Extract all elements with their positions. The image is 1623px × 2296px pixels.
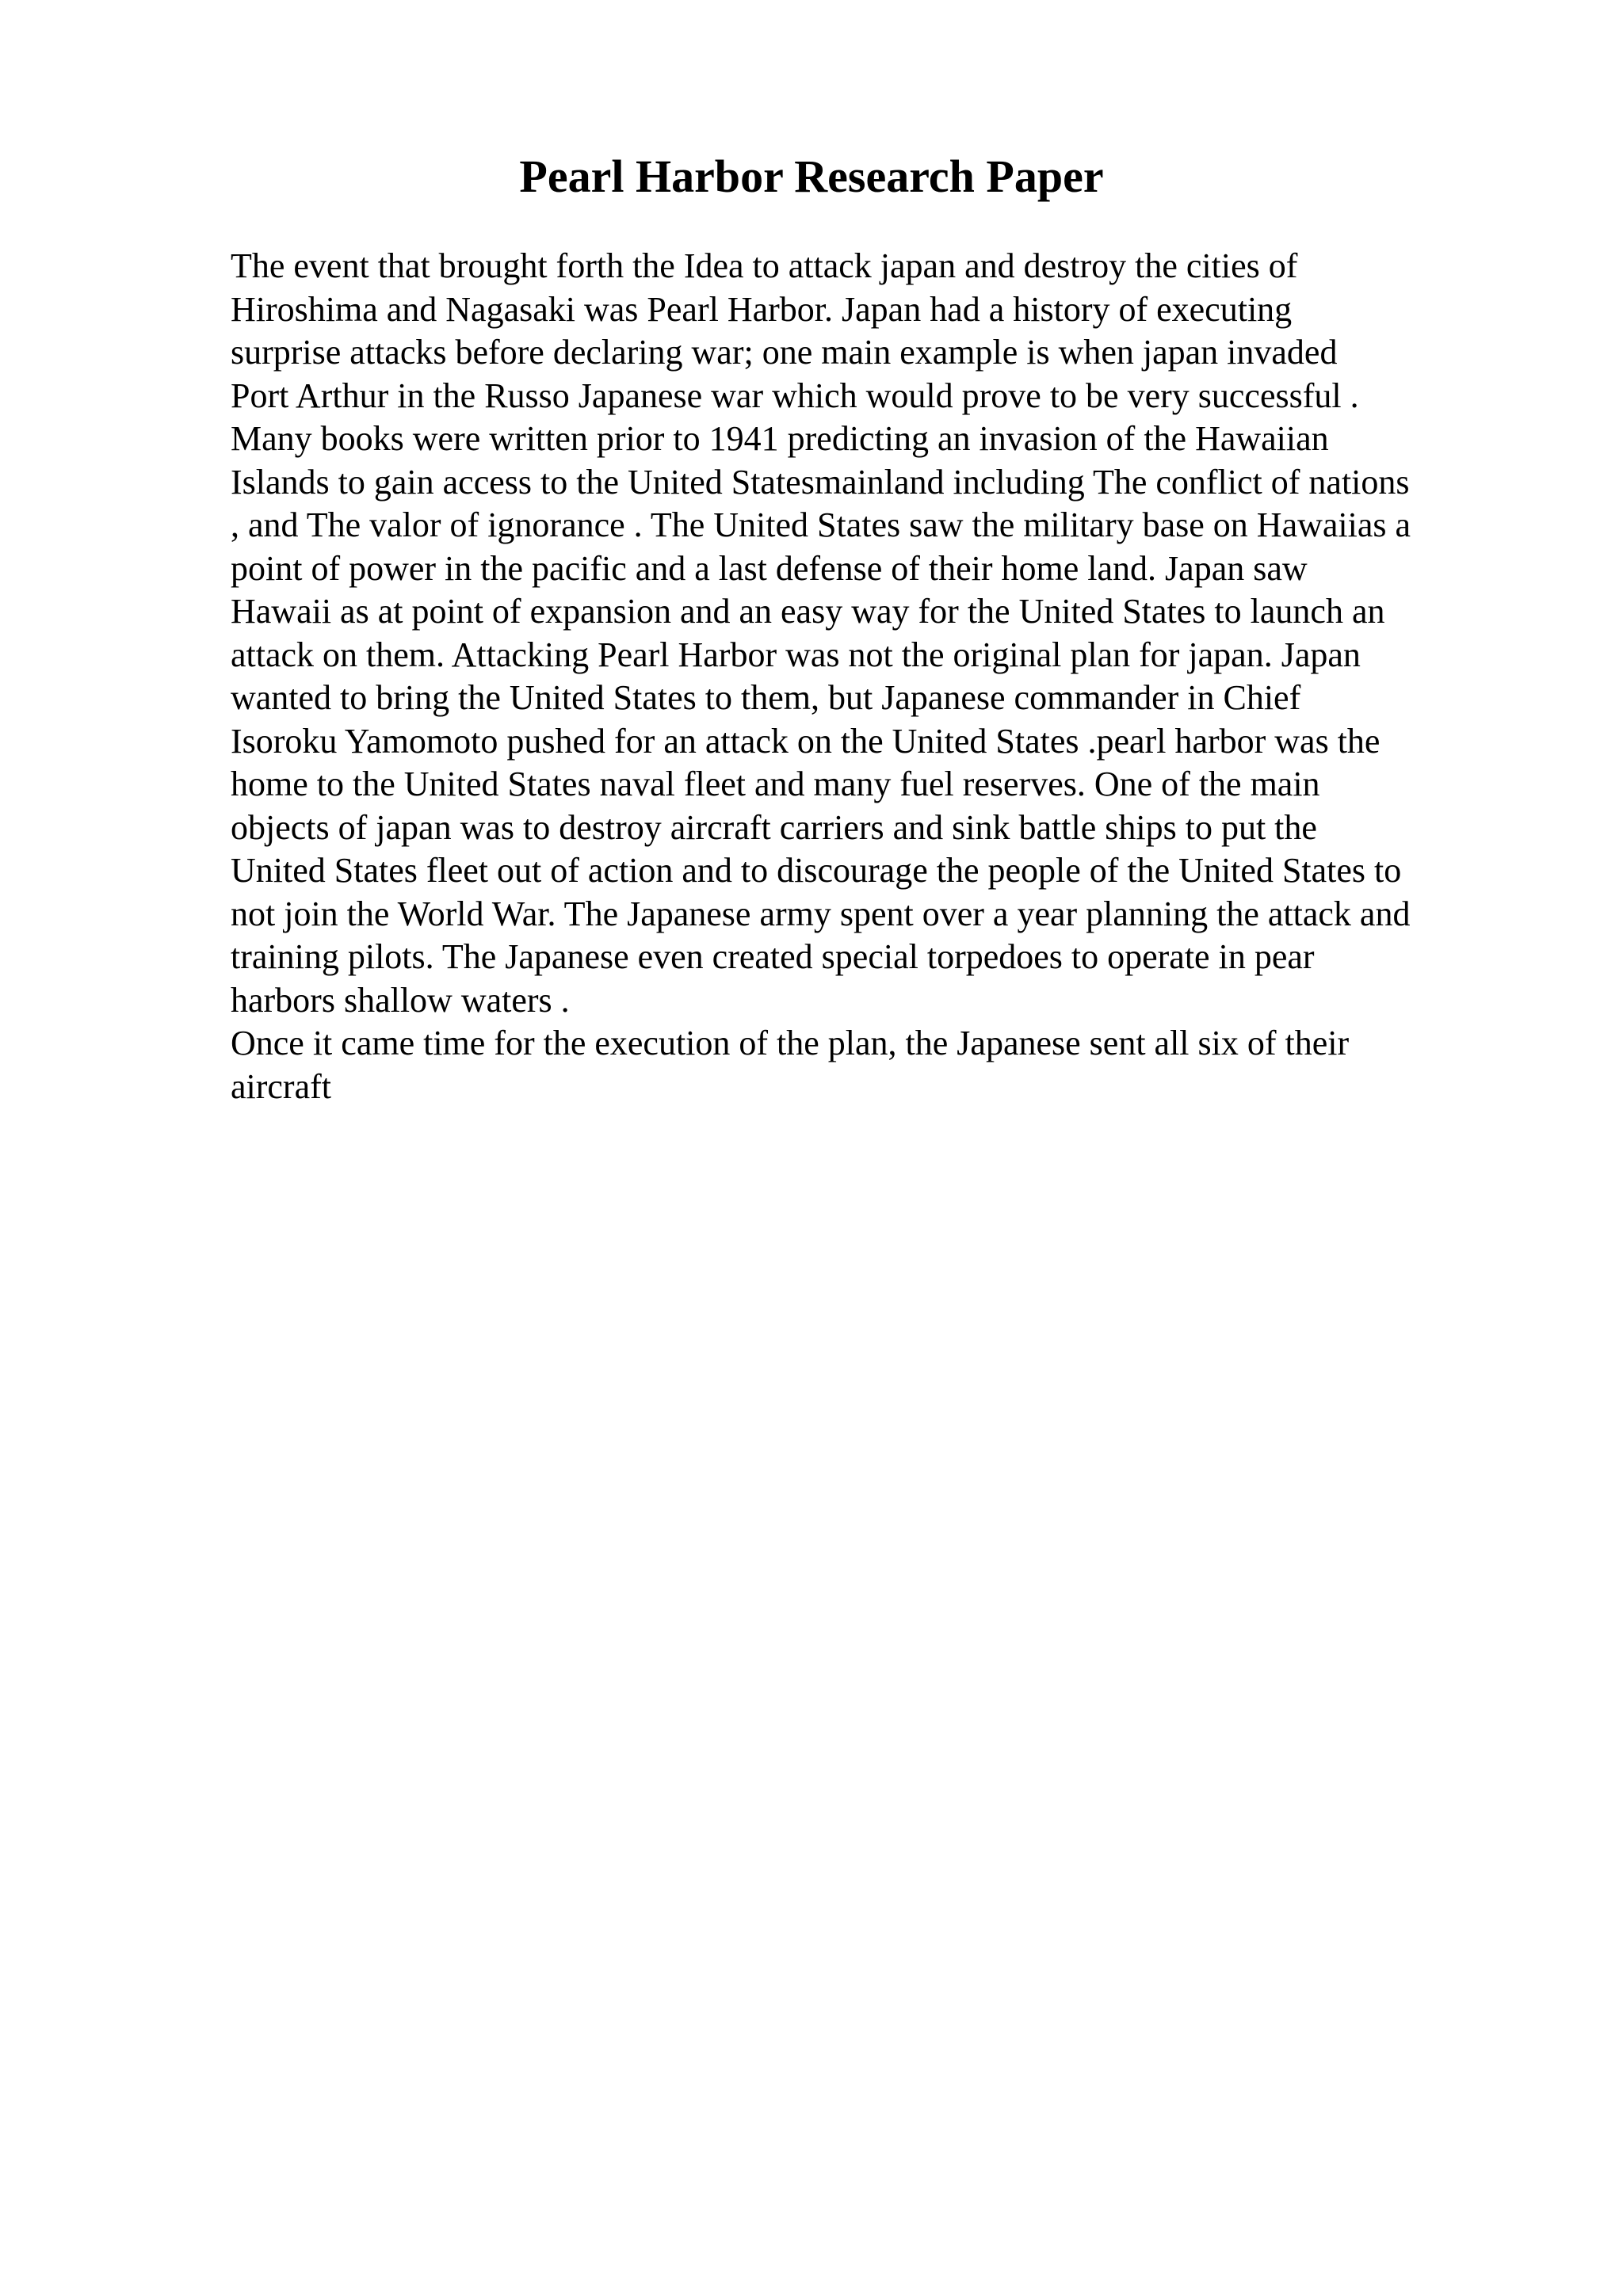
document-title: Pearl Harbor Research Paper: [519, 151, 1104, 202]
body-line: Hiroshima and Nagasaki was Pearl Harbor. Japan had a history of executing: [231, 289, 1293, 329]
body-line: The event that brought forth the Idea to attack japan and destroy the cities of: [231, 246, 1298, 285]
body-line: Isoroku Yamomoto pushed for an attack on the United States .pearl harbor was the: [231, 721, 1381, 761]
body-line: aircraft: [231, 1066, 331, 1106]
document-body: [231, 245, 1578, 1108]
body-line: Many books were written prior to 1941 predicting an invasion of the Hawaiian: [231, 419, 1329, 458]
body-line: point of power in the pacific and a last defense of their home land. Japan saw: [231, 548, 1308, 588]
body-line: , and The valor of ignorance . The United States saw the military base on Hawaiias a: [231, 505, 1411, 544]
body-line: Once it came time for the execution of the plan, the Japanese sent all six of their: [231, 1024, 1350, 1062]
body-line: United States fleet out of action and to discourage the people of the United States to: [231, 851, 1402, 890]
body-line: wanted to bring the United States to them, but Japanese commander in Chief: [231, 678, 1301, 717]
body-line: home to the United States naval fleet and many fuel reserves. One of the main: [231, 765, 1320, 803]
body-line: not join the World War. The Japanese army spent over a year planning the attack and: [231, 894, 1411, 933]
body-line: surprise attacks before declaring war; one main example is when japan invaded: [231, 333, 1338, 372]
body-line: Hawaii as at point of expansion and an easy way for the United States to launch an: [231, 592, 1385, 631]
body-line: harbors shallow waters .: [231, 980, 570, 1020]
body-line: Islands to gain access to the United Statesmainland including The conflict of nations: [231, 462, 1410, 502]
body-line: Port Arthur in the Russo Japanese war which would prove to be very successful .: [231, 376, 1359, 415]
body-line: objects of japan was to destroy aircraft carriers and sink battle ships to put the: [231, 807, 1317, 847]
body-line: attack on them. Attacking Pearl Harbor was not the original plan for japan. Japan: [231, 635, 1361, 674]
body-line: training pilots. The Japanese even created special torpedoes to operate in pear: [231, 937, 1315, 976]
